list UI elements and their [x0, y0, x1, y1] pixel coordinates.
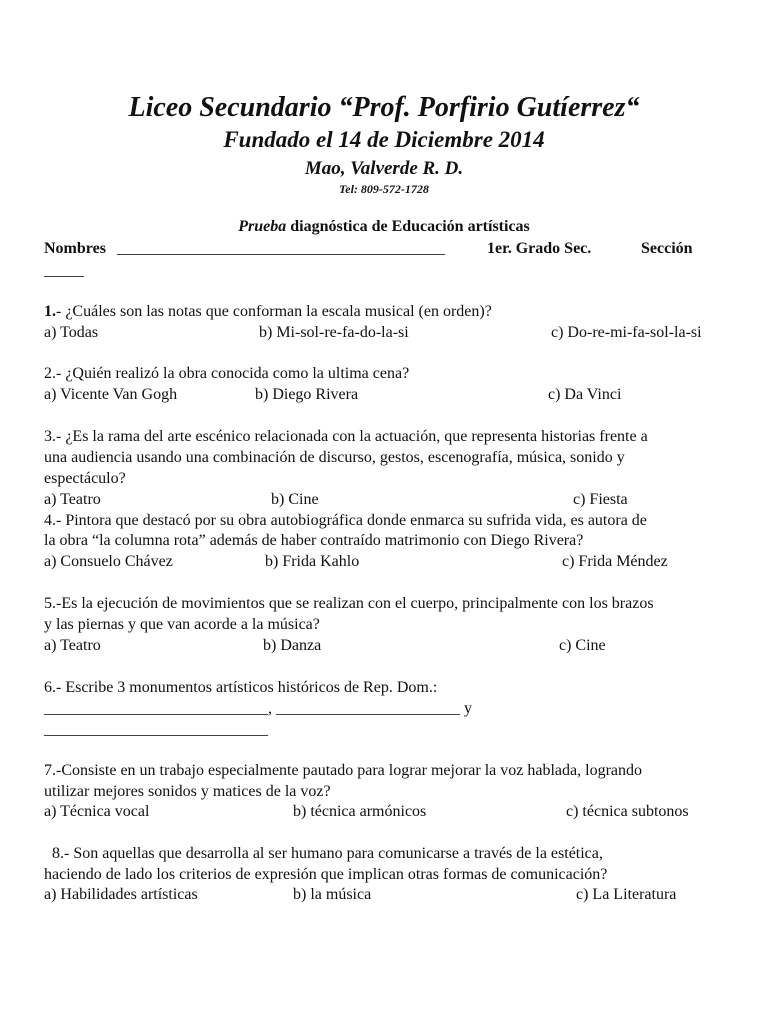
question-4-line-2: la obra “la columna rota” además de haber contraído matrimonio con Diego Rivera? — [44, 532, 584, 549]
q7-option-c: c) técnica subtonos — [566, 803, 689, 820]
question-7-line-1: 7.-Consiste en un trabajo especialmente pautado para lograr mejorar la voz hablada, logrando — [44, 762, 642, 779]
q1-option-b: b) Mi-sol-re-fa-do-la-si — [259, 324, 409, 341]
question-1-number: 1. — [44, 303, 56, 320]
names-label: Nombres — [44, 240, 106, 257]
question-8-line-1: 8.- Son aquellas que desarrolla al ser humano para comunicarse a través de la estética, — [52, 845, 603, 862]
question-3-line-1: 3.- ¿Es la rama del arte escénico relacionada con la actuación, que representa historias frente a — [44, 428, 648, 445]
q5-option-c: c) Cine — [559, 637, 606, 654]
question-4-line-1: 4.- Pintora que destacó por su obra autobiográfica donde enmarca su sufrida vida, es autora de — [44, 512, 647, 529]
q2-option-c: c) Da Vinci — [548, 386, 622, 403]
question-1-text: - ¿Cuáles son las notas que conforman la escala musical (en orden)? — [56, 303, 492, 320]
section-blank: _____ — [44, 262, 84, 279]
question-3-line-3: espectáculo? — [44, 470, 126, 487]
q8-option-c: c) La Literatura — [576, 886, 677, 903]
school-name: Liceo Secundario “Prof. Porfirio Gutíerrez“ — [128, 92, 640, 123]
q1-option-c: c) Do-re-mi-fa-sol-la-si — [551, 324, 702, 341]
exam-title-rest: diagnóstica de Educación artísticas — [286, 218, 530, 235]
question-2: 2.- ¿Quién realizó la obra conocida como la ultima cena? — [44, 365, 410, 382]
q8-option-b: b) la música — [293, 886, 372, 903]
q4-option-a: a) Consuelo Chávez — [44, 553, 173, 570]
q7-option-b: b) técnica armónicos — [293, 803, 427, 820]
question-1 — [44, 301, 492, 322]
school-location: Mao, Valverde R. D. — [304, 158, 464, 179]
exam-title — [0, 218, 768, 236]
q3-option-c: c) Fiesta — [573, 491, 628, 508]
q5-option-a: a) Teatro — [44, 637, 101, 654]
q4-option-b: b) Frida Kahlo — [265, 553, 360, 570]
question-5-line-1: 5.-Es la ejecución de movimientos que se realizan con el cuerpo, principalmente con los brazos — [44, 595, 654, 612]
question-3-line-2: una audiencia usando una combinación de discurso, gestos, escenografía, música, sonido y — [44, 449, 625, 466]
question-8-line-2: haciendo de lado los criterios de expresión que implican otras formas de comunicación? — [44, 866, 608, 883]
exam-title-prefix: Prueba — [238, 218, 287, 235]
grade-label: 1er. Grado Sec. — [487, 240, 592, 257]
names-blank: _________________________________________ — [117, 240, 445, 257]
q4-option-c: c) Frida Méndez — [562, 553, 668, 570]
q3-option-a: a) Teatro — [44, 491, 101, 508]
q5-option-b: b) Danza — [263, 637, 322, 654]
q2-option-a: a) Vicente Van Gogh — [44, 386, 178, 403]
founded-date: Fundado el 14 de Diciembre 2014 — [223, 127, 545, 152]
school-phone: Tel: 809-572-1728 — [339, 182, 429, 196]
q2-option-b: b) Diego Rivera — [255, 386, 359, 403]
q6-answer-blanks: ____________________________, _______________________ y — [44, 700, 472, 717]
q7-option-a: a) Técnica vocal — [44, 803, 150, 820]
question-6: 6.- Escribe 3 monumentos artísticos históricos de Rep. Dom.: — [44, 679, 438, 696]
q1-option-a: a) Todas — [44, 324, 99, 341]
q3-option-b: b) Cine — [271, 491, 319, 508]
question-7-line-2: utilizar mejores sonidos y matices de la voz? — [44, 783, 331, 800]
question-5-line-2: y las piernas y que van acorde a la música? — [44, 616, 320, 633]
section-label: Sección — [641, 240, 693, 257]
q6-answer-blank-3: ____________________________ — [44, 721, 268, 738]
q8-option-a: a) Habilidades artísticas — [44, 886, 198, 903]
